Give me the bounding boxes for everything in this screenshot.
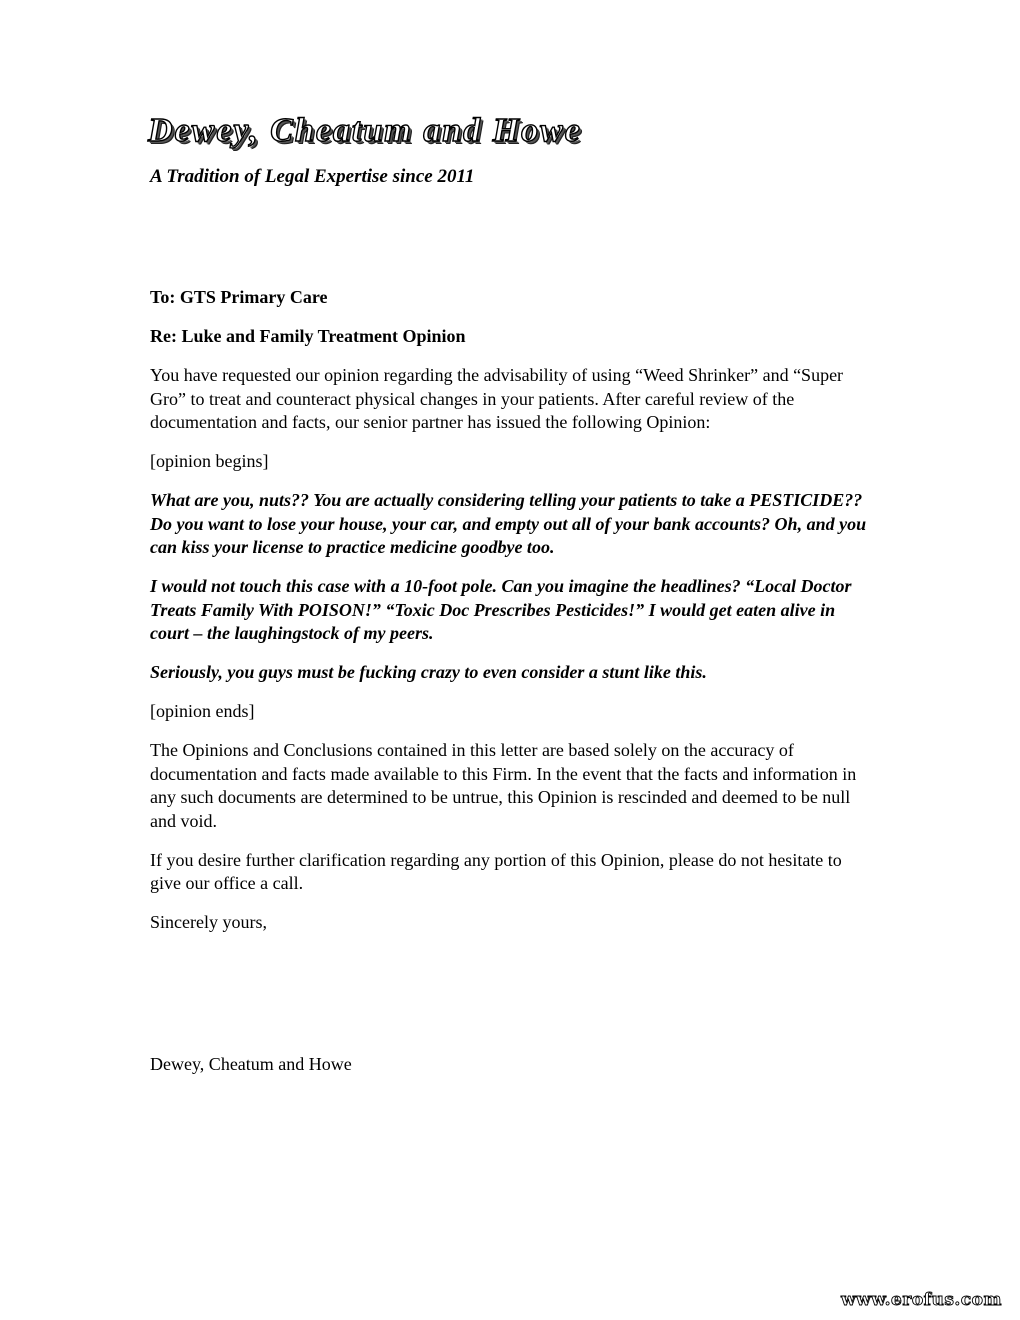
opinion-ends-marker: [opinion ends] bbox=[150, 701, 255, 721]
salutation: Sincerely yours, bbox=[150, 912, 267, 932]
recipient-line: To: GTS Primary Care bbox=[150, 287, 328, 307]
signature: Dewey, Cheatum and Howe bbox=[150, 1054, 352, 1074]
opinion-begins-marker: [opinion begins] bbox=[150, 451, 269, 471]
intro-paragraph: You have requested our opinion regarding the advisability of using “Weed Shrinker” and “Super Gro” to treat and counteract physical changes in your patients. After careful review of the documentation and facts, our senior partner has issued the following Opinion: bbox=[150, 365, 844, 432]
opinion-paragraph: What are you, nuts?? You are actually considering telling your patients to take a PESTICIDE?? Do you want to lose your house, your car, and empty out all of your bank accounts? Oh, and you can kiss your license to practice medicine goodbye too. bbox=[150, 490, 867, 557]
subject-line: Re: Luke and Family Treatment Opinion bbox=[150, 326, 466, 346]
letter-body bbox=[150, 286, 870, 950]
watermark: www.erofus.com bbox=[840, 1290, 1002, 1310]
firm-tagline: A Tradition of Legal Expertise since 2011 bbox=[150, 166, 475, 187]
closing-note-paragraph: If you desire further clarification regarding any portion of this Opinion, please do not hesitate to give our office a call. bbox=[150, 849, 842, 893]
opinion-paragraph: Seriously, you guys must be fucking crazy to even consider a stunt like this. bbox=[150, 662, 707, 682]
disclaimer-paragraph: The Opinions and Conclusions contained in this letter are based solely on the accuracy of documentation and facts made available to this Firm. In the event that the facts and information in any such documents are determined to be untrue, this Opinion is rescinded and deemed to be null and void. bbox=[150, 740, 857, 831]
firm-letterhead: Dewey, Cheatum and Howe bbox=[148, 112, 582, 149]
opinion-paragraph: I would not touch this case with a 10-foot pole. Can you imagine the headlines? “Local Doctor Treats Family With POISON!” “Toxic Doc Prescribes Pesticides!” I would get eaten alive in court – the laughingstock of my peers. bbox=[150, 576, 852, 643]
